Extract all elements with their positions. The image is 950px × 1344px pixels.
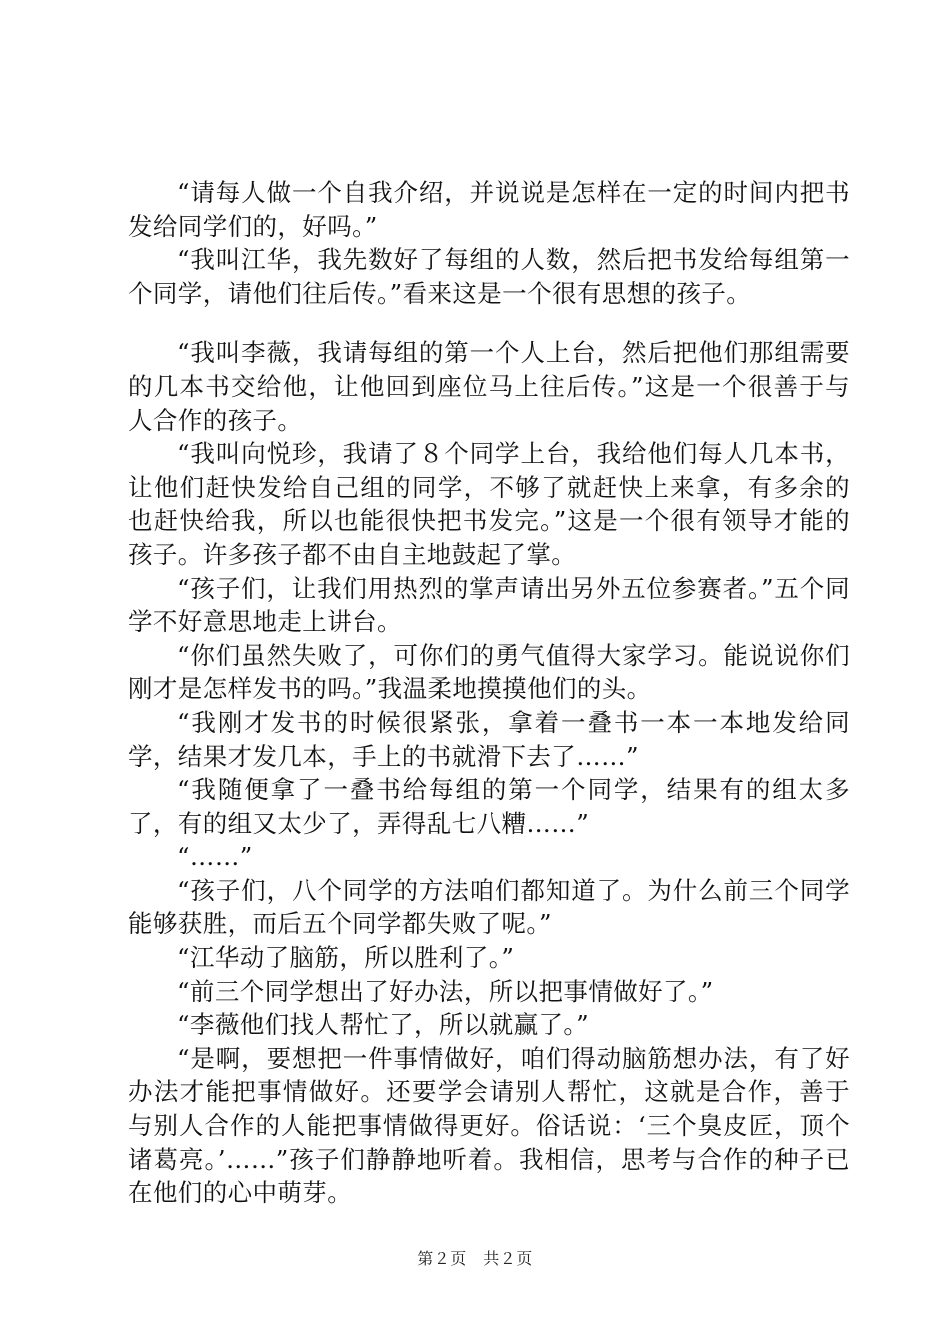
paragraph: “你们虽然失败了，可你们的勇气值得大家学习。能说说你们刚才是怎样发书的吗。”我温柔地摸摸他们的头。 [128, 640, 850, 704]
paragraph: “请每人做一个自我介绍，并说说是怎样在一定的时间内把书发给同学们的，好吗。” [128, 178, 850, 241]
paragraph: “是啊，要想把一件事情做好，咱们得动脑筋想办法，有了好办法才能把事情做好。还要学会请别人帮忙，这就是合作，善于与别人合作的人能把事情做得更好。俗话说：‘三个臭皮匠，顶个诸葛亮。’……”孩子们静静地听着。我相信，思考与合作的种子已在他们的心中萌芽。 [128, 1043, 850, 1208]
paragraph: “孩子们，让我们用热烈的掌声请出另外五位参赛者。”五个同学不好意思地走上讲台。 [128, 573, 850, 637]
paragraph: “前三个同学想出了好办法，所以把事情做好了。” [177, 976, 714, 1006]
document-body [128, 176, 850, 1210]
paragraph: “我叫向悦珍，我请了８个同学上台，我给他们每人几本书，让他们赶快发给自己组的同学，不够了就赶快上来拿，有多余的也赶快给我，所以也能很快把书发完。”这是一个很有领导才能的孩子。许多孩子都不由自主地鼓起了掌。 [128, 439, 850, 569]
paragraph: “我叫江华，我先数好了每组的人数，然后把书发给每组第一个同学，请他们往后传。”看来这是一个很有思想的孩子。 [128, 245, 850, 308]
page-footer [0, 1246, 950, 1269]
paragraph: “我刚才发书的时候很紧张，拿着一叠书一本一本地发给同学，结果才发几本，手上的书就滑下去了……” [128, 707, 850, 771]
page-number-label: 第２页 共２页 [417, 1249, 533, 1268]
paragraph: “李薇他们找人帮忙了，所以就赢了。” [177, 1010, 589, 1040]
paragraph: “我随便拿了一叠书给每组的第一个同学，结果有的组太多了，有的组又太少了，弄得乱七八糟……” [128, 775, 850, 838]
paragraph: “江华动了脑筋，所以胜利了。” [177, 943, 515, 973]
paragraph: “……” [177, 842, 253, 872]
paragraph: “我叫李薇，我请每组的第一个人上台，然后把他们那组需要的几本书交给他，让他回到座位马上往后传。”这是一个很善于与人合作的孩子。 [128, 338, 850, 435]
paragraph: “孩子们，八个同学的方法咱们都知道了。为什么前三个同学能够获胜，而后五个同学都失败了呢。” [128, 875, 850, 939]
